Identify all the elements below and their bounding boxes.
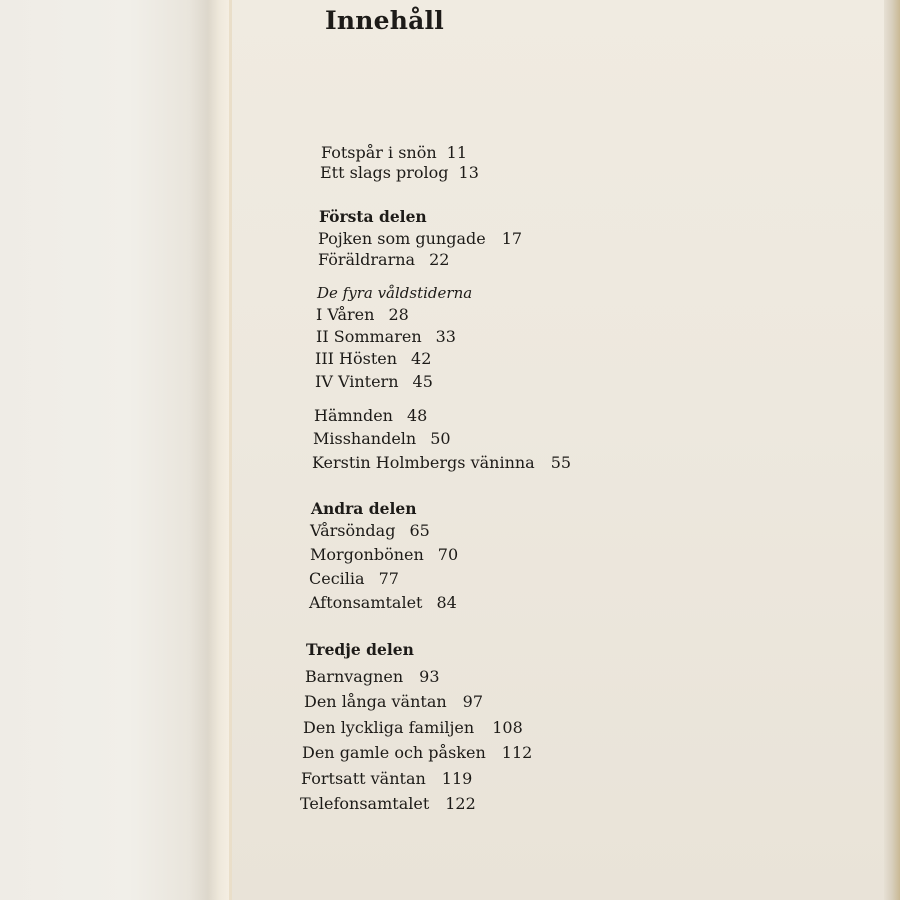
toc-entry-page: 33 [435, 327, 456, 346]
toc-entry-title: Aftonsamtalet [309, 593, 423, 612]
toc-entry [316, 327, 456, 347]
section-heading: Tredje delen [306, 640, 414, 659]
toc-entry-title: Föräldrarna [318, 250, 416, 269]
toc-entry-page: 122 [445, 794, 476, 813]
toc-entry-title: Den lyckliga familjen [303, 718, 475, 737]
toc-entry-page: 42 [411, 349, 432, 368]
toc-entry-title: Morgonbönen [310, 545, 424, 564]
toc-entry-page: 28 [388, 305, 409, 324]
toc-entry-page: 112 [501, 743, 533, 762]
toc-entry [318, 250, 449, 270]
toc-entry-title: III Hösten [315, 349, 398, 368]
toc-entry-title: Cecilia [309, 569, 365, 588]
toc-entry-title: Misshandeln [313, 429, 417, 448]
toc-entry [315, 372, 433, 392]
toc-entry-title: Den gamle och påsken [302, 743, 486, 762]
toc-entry [305, 667, 440, 687]
toc-entry-title: Fotspår i snön [321, 143, 437, 162]
toc-entry-title: Kerstin Holmbergs väninna [312, 453, 535, 472]
toc-entry [320, 163, 479, 183]
toc-entry-page: 84 [436, 593, 457, 612]
section-heading: Andra delen [311, 499, 417, 518]
toc-entry [309, 569, 399, 589]
toc-entry-page: 45 [412, 372, 433, 391]
toc-entry-page: 13 [458, 163, 479, 182]
toc-entry [303, 718, 523, 738]
toc-entry-title: Den långa väntan [304, 692, 447, 711]
toc-entry [321, 143, 467, 163]
toc-entry [310, 521, 430, 541]
toc-entry-title: I Våren [316, 305, 375, 324]
toc-entry-title: Pojken som gungade [318, 229, 486, 248]
toc-entry-page: 55 [550, 453, 572, 472]
toc-entry [310, 545, 458, 565]
subsection-heading: De fyra våldstiderna [317, 284, 473, 302]
toc-entry [304, 692, 483, 712]
toc-entry [301, 769, 472, 789]
toc-entry [314, 406, 427, 426]
toc-entry [302, 743, 532, 763]
toc-entry-title: II Sommaren [316, 327, 422, 346]
toc-entry-page: 22 [429, 250, 450, 269]
toc-entry [312, 453, 571, 473]
toc-entry-title: Telefonsamtalet [300, 794, 430, 813]
toc-entry-page: 48 [406, 406, 428, 425]
toc-entry-page: 93 [419, 667, 440, 686]
toc-entry [300, 794, 476, 814]
toc-entry-page: 11 [446, 143, 468, 162]
toc-entry [313, 429, 451, 449]
toc-entry [309, 593, 457, 613]
toc-entry-page: 108 [492, 718, 523, 737]
toc-entry-title: Ett slags prolog [320, 163, 449, 182]
toc-entry-title: Vårsöndag [310, 521, 396, 540]
toc-entry-page: 97 [462, 692, 484, 711]
toc-entry [316, 305, 409, 325]
toc-entry-title: Fortsatt väntan [301, 769, 426, 788]
toc-entry-title: Barnvagnen [305, 667, 404, 686]
toc-entry-page: 17 [501, 229, 523, 248]
toc-entry-page: 70 [437, 545, 459, 564]
toc-entry-page: 77 [378, 569, 399, 588]
toc-entry [318, 229, 522, 249]
toc-entry-title: IV Vintern [315, 372, 399, 391]
page-title: Innehåll [325, 6, 444, 35]
toc-entry-title: Hämnden [314, 406, 393, 425]
toc-entry-page: 119 [441, 769, 473, 788]
toc-entry-page: 50 [430, 429, 451, 448]
section-heading: Första delen [319, 207, 427, 226]
toc-entry-page: 65 [409, 521, 430, 540]
toc-entry [315, 349, 431, 369]
